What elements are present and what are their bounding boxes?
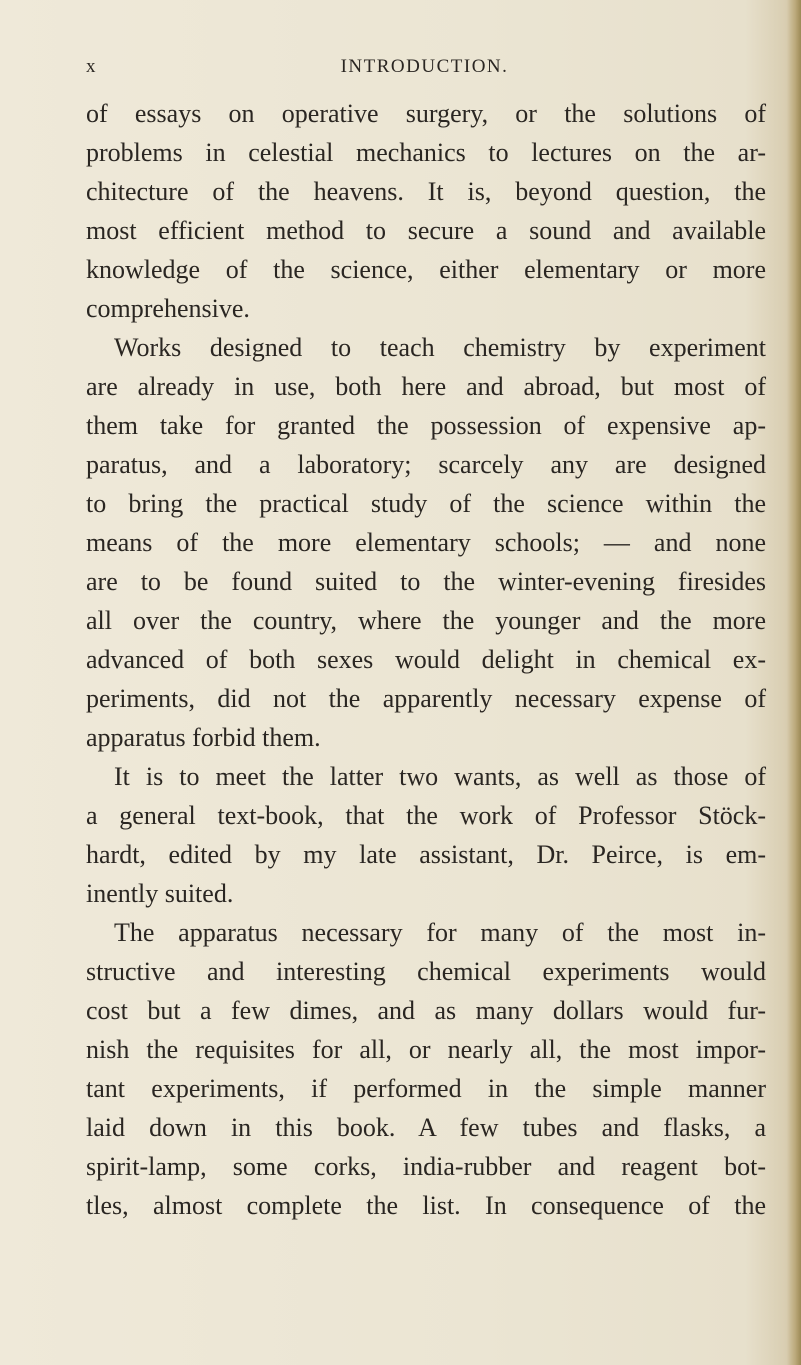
text-line: to bring the practical study of the science within the: [86, 489, 766, 518]
text-line: The apparatus necessary for many of the most in-: [114, 918, 766, 947]
text-line: tles, almost complete the list. In consequence of the: [86, 1191, 766, 1220]
running-head: [86, 56, 763, 86]
text-line: spirit-lamp, some corks, india-rubber and reagent bot-: [86, 1152, 766, 1181]
text-line: of essays on operative surgery, or the solutions of: [86, 99, 766, 128]
text-line: It is to meet the latter two wants, as well as those of: [114, 762, 766, 791]
text-line: structive and interesting chemical experiments would: [86, 957, 766, 986]
text-line: most efficient method to secure a sound and available: [86, 216, 766, 245]
text-line: problems in celestial mechanics to lectures on the ar-: [86, 138, 766, 167]
text-line: are to be found suited to the winter-evening firesides: [86, 567, 766, 596]
text-line: laid down in this book. A few tubes and flasks, a: [86, 1113, 766, 1142]
page-number: x: [86, 56, 97, 77]
text-line: all over the country, where the younger and the more: [86, 606, 766, 635]
running-title: INTRODUCTION.: [340, 56, 509, 77]
text-line: a general text-book, that the work of Professor Stöck-: [86, 801, 766, 830]
page-edge: [787, 0, 801, 1365]
text-line: cost but a few dimes, and as many dollars would fur-: [86, 996, 766, 1025]
text-line: hardt, edited by my late assistant, Dr. Peirce, is em-: [86, 840, 766, 869]
text-line: them take for granted the possession of expensive ap-: [86, 411, 766, 440]
text-line: apparatus forbid them.: [86, 723, 321, 752]
text-line: tant experiments, if performed in the simple manner: [86, 1074, 766, 1103]
text-line: periments, did not the apparently necessary expense of: [86, 684, 766, 713]
text-line: paratus, and a laboratory; scarcely any are designed: [86, 450, 766, 479]
text-line: Works designed to teach chemistry by experiment: [114, 333, 766, 362]
body-text: [86, 94, 766, 1225]
text-line: are already in use, both here and abroad, but most of: [86, 372, 766, 401]
text-line: comprehensive.: [86, 294, 250, 323]
text-line: inently suited.: [86, 879, 234, 908]
text-line: chitecture of the heavens. It is, beyond question, the: [86, 177, 766, 206]
text-line: nish the requisites for all, or nearly all, the most impor-: [86, 1035, 766, 1064]
text-line: advanced of both sexes would delight in chemical ex-: [86, 645, 766, 674]
text-line: knowledge of the science, either elementary or more: [86, 255, 766, 284]
text-line: means of the more elementary schools; — and none: [86, 528, 766, 557]
